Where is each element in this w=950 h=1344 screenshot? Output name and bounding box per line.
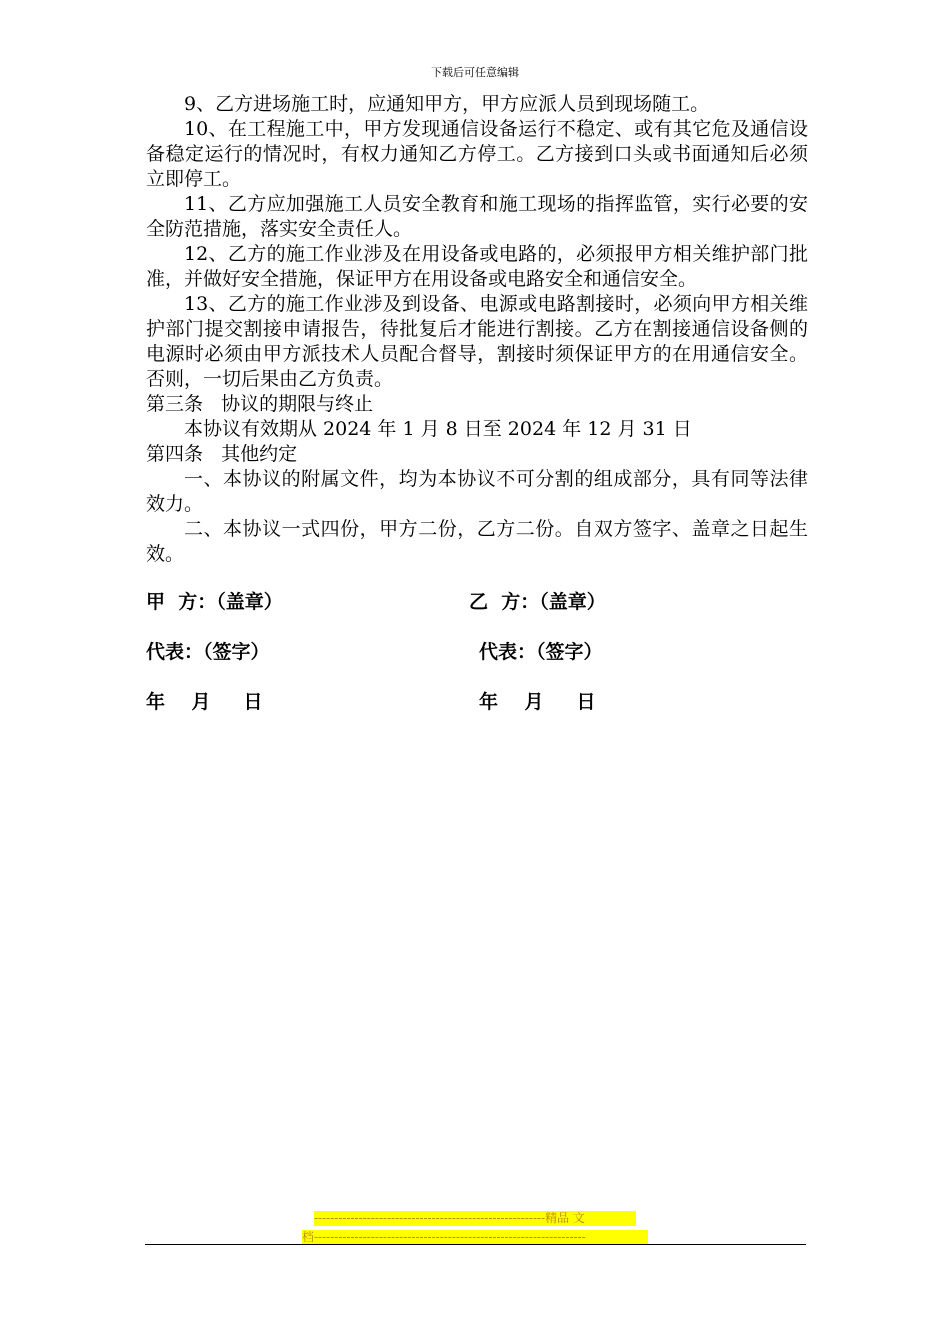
party-b-representative: 代表：（签字） [479,641,603,663]
clause-9: 9、乙方进场施工时，应通知甲方，甲方应派人员到现场随工。 [184,93,710,115]
article-3-heading: 第三条 协议的期限与终止 [146,393,374,415]
party-a-seal: 甲 方：（盖章） [146,591,283,613]
party-a-date: 年 月 日 [146,691,263,713]
party-a-representative: 代表：（签字） [146,641,270,663]
other-terms-2: 二、本协议一式四份，甲方二份，乙方二份。自双方签字、盖章之日起生效。 [146,518,808,565]
clause-11: 11、乙方应加强施工人员安全教育和施工现场的指挥监管，实行必要的安全防范措施，落实安全责任人。 [146,193,808,240]
validity-period: 本协议有效期从 2024 年 1 月 8 日至 2024 年 12 月 31 日 [184,418,692,440]
footer-line-2: 档------------------------------------------------------------------- [302,1230,648,1245]
page-header: 下载后可任意编辑 [431,66,519,79]
clause-12: 12、乙方的施工作业涉及在用设备或电路的，必须报甲方相关维护部门批准，并做好安全措施，保证甲方在用设备或电路安全和通信安全。 [146,243,808,290]
footer-line-1: ---------------------------------------------------------精品 文 [314,1211,636,1226]
clause-13: 13、乙方的施工作业涉及到设备、电源或电路割接时，必须向甲方相关维护部门提交割接申请报告，待批复后才能进行割接。乙方在割接通信设备侧的电源时必须由甲方派技术人员配合督导，割接时须保证甲方的在用通信安全。否则，一切后果由乙方负责。 [146,293,808,390]
other-terms-1: 一、本协议的附属文件，均为本协议不可分割的组成部分，具有同等法律效力。 [146,468,808,515]
clause-10: 10、在工程施工中，甲方发现通信设备运行不稳定、或有其它危及通信设备稳定运行的情况时，有权力通知乙方停工。乙方接到口头或书面通知后必须立即停工。 [146,118,808,190]
party-b-date: 年 月 日 [479,691,596,713]
footer-divider [145,1244,806,1245]
document-body [146,92,808,567]
article-4-heading: 第四条 其他约定 [146,443,298,465]
party-b-seal: 乙 方：（盖章） [469,591,606,613]
